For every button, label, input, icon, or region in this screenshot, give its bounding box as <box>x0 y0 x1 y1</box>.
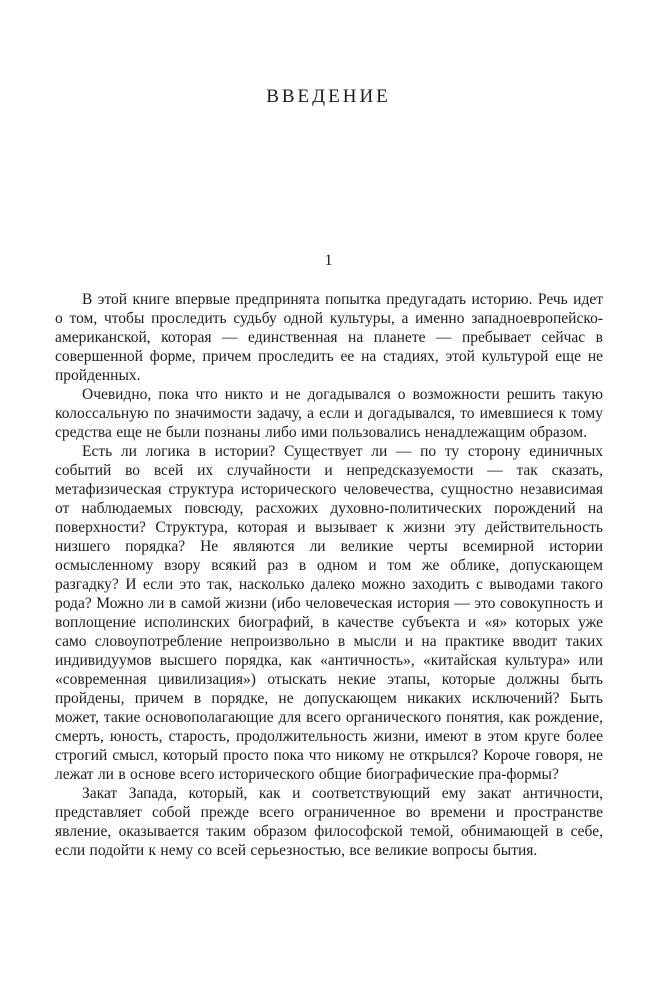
paragraph: Есть ли логика в истории? Существует ли — по ту сторону единичных событий во всей их случайности и непредсказуемости — так сказать, метафизическая структура исторического человечества, сущностно независимая от наблюдаемых повсюду, расхожих духовно-политических порождений на поверхности? Структура, которая и вызывает к жизни эту действительность низшего порядка? Не являются ли великие черты всемирной истории осмысленному взору всякий раз в одном и том же облике, допускающем разгадку? И если это так, насколько далеко можно заходить с выводами такого рода? Можно ли в самой жизни (ибо человеческая история — это совокупность и воплощение исполинских биографий, в качестве субъекта и «я» которых уже само словоупотребление непроизвольно в мысли и на практике вводит таких индивидуумов высшего порядка, как «античность», «китайская культура» или «современная цивилизация») отыскать некие этапы, которые должны быть пройдены, причем в порядке, не допускающем никаких исключений? Быть может, такие основополагающие для всего органического понятия, как рождение, смерть, юность, старость, продолжительность жизни, имеют в этом круге более строгий смысл, который просто пока что никому не открылся? Короче говоря, не лежат ли в основе всего исторического общие биографические пра-формы? <box>55 443 603 783</box>
body-text <box>55 290 603 860</box>
chapter-heading: ВВЕДЕНИЕ <box>266 86 391 107</box>
paragraph: Закат Запада, который, как и соответствующий ему закат античности, представляет собой прежде всего ограниченное во времени и пространстве явление, оказывается таким образом философской темой, обнимающей в себе, если подойти к нему со всей серьезностью, все великие вопросы бытия. <box>55 785 603 859</box>
section-number: 1 <box>324 252 333 269</box>
paragraph: В этой книге впервые предпринята попытка предугадать историю. Речь идет о том, чтобы проследить судьбу одной культуры, а именно западноевропейско-американской, которая — единственная на планете — пребывает сейчас в совершенной форме, причем проследить ее на стадиях, этой культурой еще не пройденных. <box>55 291 603 384</box>
paragraph: Очевидно, пока что никто и не догадывался о возможности решить такую колоссальную по значимости задачу, а если и догадывался, то имевшиеся к тому средства еще не были познаны либо ими пользовались ненадлежащим образом. <box>55 386 603 441</box>
